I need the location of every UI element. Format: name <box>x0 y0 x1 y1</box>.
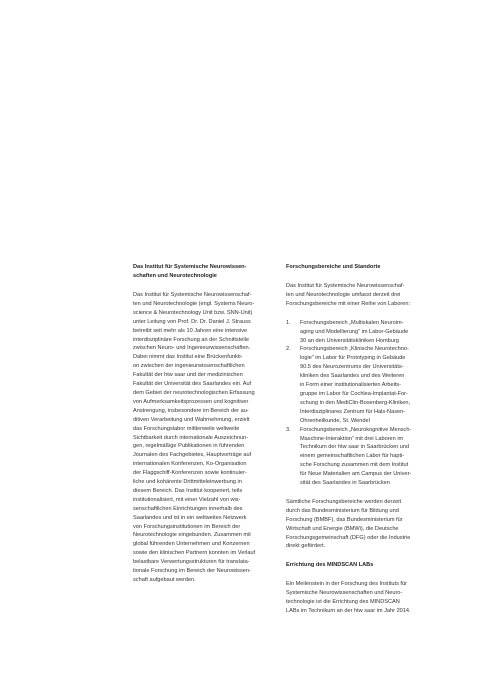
mindscan-paragraph: Ein Meilenstein in der Forschung des Instituts für Systemische Neurowissenschaften und Neuro- technologie ist die Errichtung des MINDSCAN LABs im Technikum an der htw saar im Jahr 2014. <box>286 581 411 615</box>
right-intro: Das Institut für Systemische Neurowissenschaf- ten und Neurotechnologie umfasst derzeit drei Forschungsbereiche mit einer Reihe von Laboren: <box>286 283 411 307</box>
list-item-number: 2. <box>286 346 291 353</box>
list-item-text: Forschungsbereich „Neurokognitive Mensch- Maschine-Interaktion“ mit drei Laboren im Technikum der htw saar in Saarbrücken und einem gemeinschaftlichen Labor für hapti- sche Forschung zusammen mit dem Institut für Neue Materialien am Campus der Univer- sität des Saarlandes in Saarbrücken <box>300 426 412 487</box>
funding-paragraph: Sämtliche Forschungsbereiche werden derzeit durch das Bundesministerium für Bildung und Forschung (BMBF), das Bundesministerium für Wirtschaft und Energie (BMWi), die Deutsche Forschungsgemeinschaft (DFG) oder die Industrie direkt gefördert. <box>286 498 411 550</box>
left-heading: Das Institut für Systemische Neurowissen- schaften und Neurotechnologie <box>133 264 247 279</box>
list-item <box>286 345 436 425</box>
list-item <box>286 426 436 488</box>
list-item-text: Forschungsbereich „Multiskalen Neuroim- aging und Modellierung“ im Labor-Gebäude 30 an den Universitätskliniken Homburg <box>300 319 409 344</box>
left-paragraph: Das Institut für Systemische Neurowissenschaf- ten und Neurotechnologie (engl. Systems Neuro- science & Neurotechnology Unit bzw. SNN-Unit) unter Leitung von Prof. Dr. Dr. Daniel J. Strauss betreibt seit mehr als 10 Jahren eine intensive interdisziplinäre Forschung an der Schnittstelle zwischen Neuro- und Ingenieurwissenschaften. Dabei nimmt das Institut eine Brückenfunkti- on zwischen der ingenieurwissenschaftlichen Fakultät der htw saar und der medizinischen Fakultät der Universität des Saarlandes ein. Auf dem Gebiet der neurotechnologischen Erfassung von Aufmerksamkeitsprozessen und kognitiver Anstrengung, insbesondere im Bereich der au- ditiven Verarbeitung und Wahrnehmung, erzielt das Forschungslabor mittlerweile weltweite Sichtbarkeit durch internationale Auszeichnun- gen, regelmäßige Publikationen in führenden Journalen des Fachgebietes, Hauptvorträge auf internationalen Konferenzen, Ko-Organisation der Flaggschiff-Konferenzen sowie kontinuier- liche und kohärente Drittmitteleinwerbung in diesem Bereich. Das Institut kooperiert, teils institutionalisiert, mit einer Vielzahl von wis- senschaftlichen Einrichtungen innerhalb des Saarlandes und ist in ein weltweites Netzwerk von Forschungsinstitutionen im Bereich der Neurotechnologie eingebunden. Zusammen mit global führenden Unternehmen und Konzernen sowie den klinischen Partnern konnten im Verlauf belastbare Verwertungsstrukturen für translata- tionale Forschung im Bereich der Neurowissen- schaft aufgebaut werden. <box>133 292 256 583</box>
left-column <box>133 263 279 595</box>
list-item-text: Forschungsbereich „Klinische Neurotechno- logie“ im Labor für Prototyping in Gebäude 90.5 des Neurozentrums der Universitäts- kliniken des Saarlandes und des Weiteren in Form einer institutionalisierten Arbeits- gruppe im Labor für Cochlea-Implantat-For- schung in den MediClin-Bosenberg-Kliniken, Interdisziplinares Zentrum für Hals-Nasen- Ohrenheilkunde, St. Wendel <box>300 346 411 424</box>
right-heading: Forschungsbereiche und Standorte <box>286 264 381 270</box>
list-item-number: 3. <box>286 426 291 433</box>
list-item-number: 1. <box>286 319 291 326</box>
mindscan-heading: Errichtung des MINDSCAN LABs <box>286 562 374 569</box>
research-areas-list <box>286 319 436 488</box>
list-item <box>286 319 436 346</box>
right-column <box>286 263 436 626</box>
